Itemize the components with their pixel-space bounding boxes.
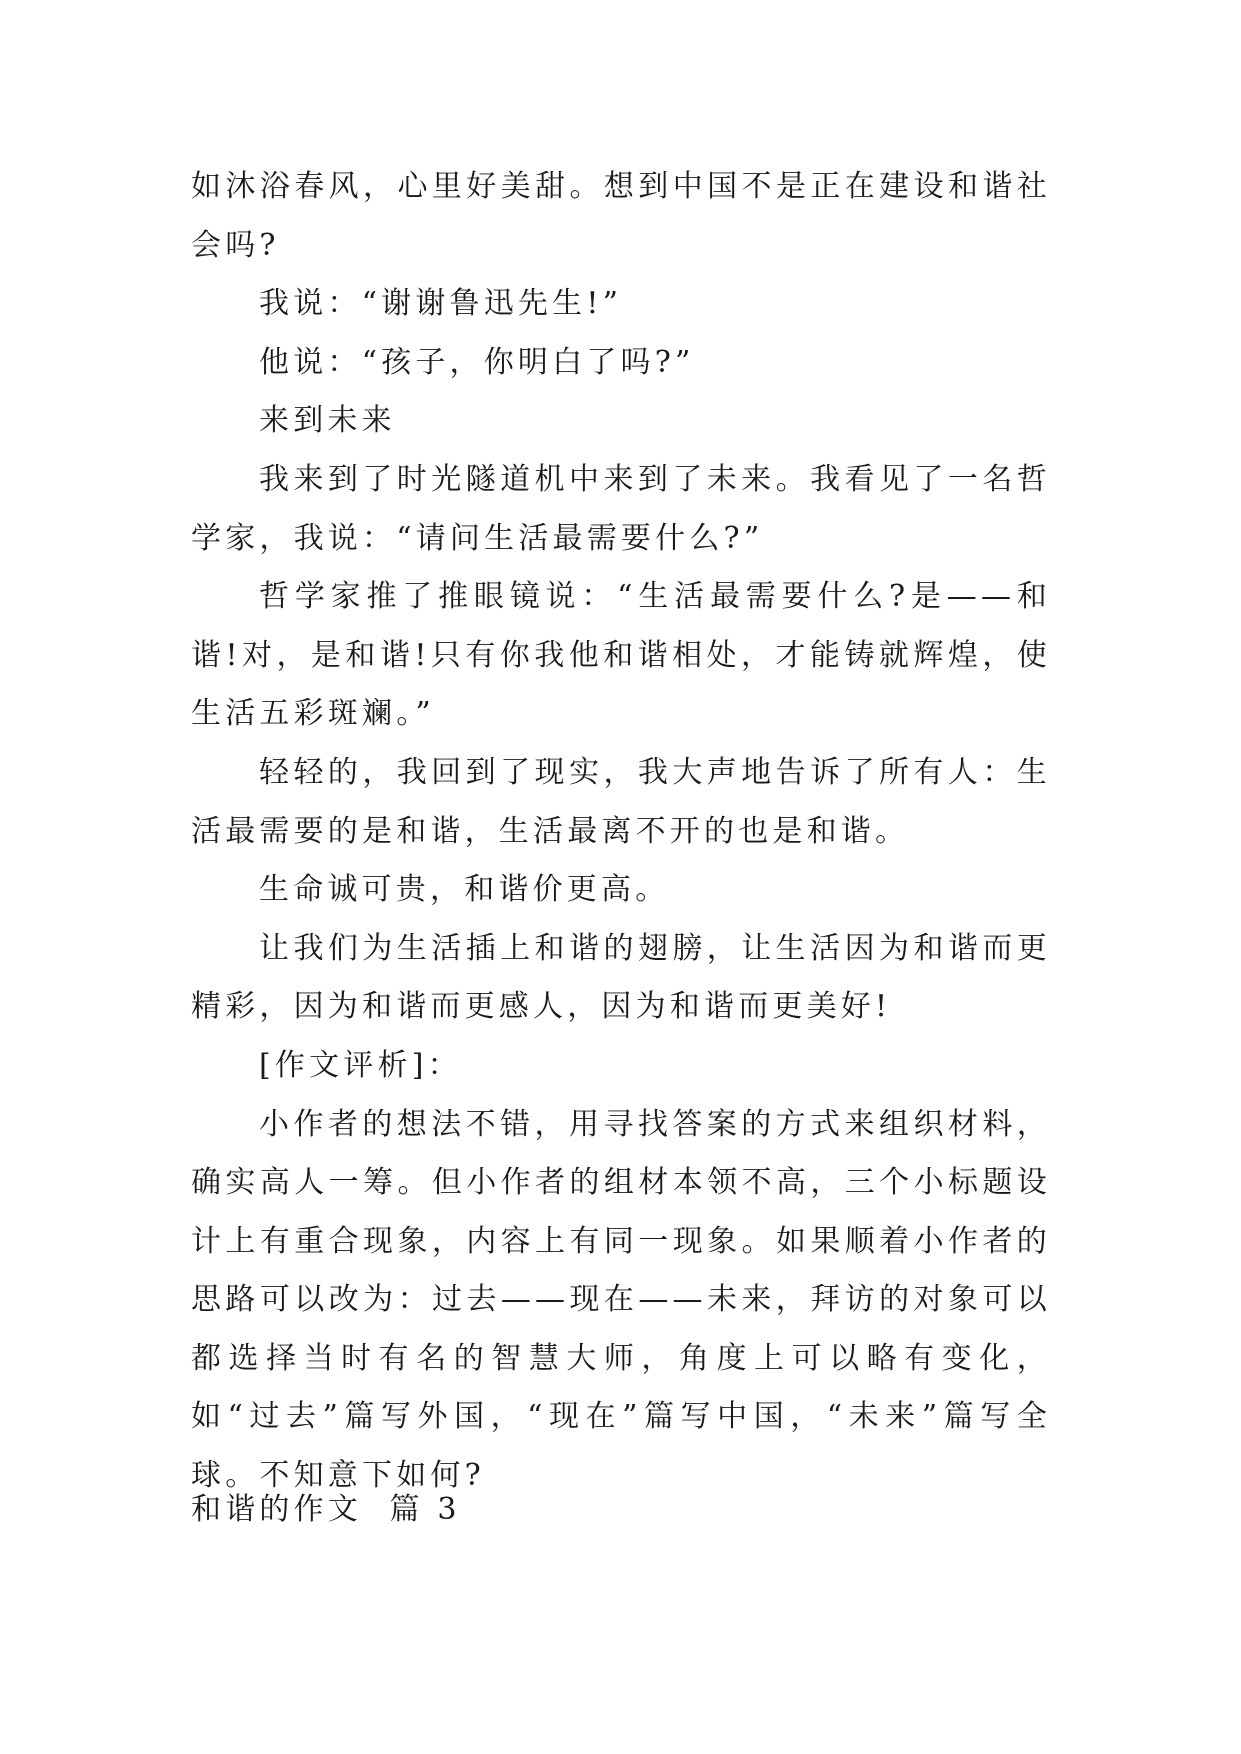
paragraph-5: 我来到了时光隧道机中来到了未来。我看见了一名哲学家，我说：“请问生活最需要什么?” <box>191 461 1051 556</box>
section-title: 和谐的作文 篇 3 <box>191 1492 461 1527</box>
paragraph-3: 他说：“孩子，你明白了吗?” <box>259 344 695 380</box>
paragraph-2: 我说：“谢谢鲁迅先生!” <box>259 286 623 322</box>
paragraph-6: 哲学家推了推眼镜说：“生活最需要什么?是——和谐!对，是和谐!只有你我他和谐相处，才能铸就辉煌，使生活五彩斑斓。” <box>191 579 1051 732</box>
essay-body <box>191 158 1051 1506</box>
paragraph-1: 如沐浴春风，心里好美甜。想到中国不是正在建设和谐社会吗? <box>191 169 1051 263</box>
commentary-heading: [作文评析]： <box>259 1047 462 1083</box>
paragraph-8: 生命诚可贵，和谐价更高。 <box>259 872 670 908</box>
commentary-body: 小作者的想法不错，用寻找答案的方式来组织材料，确实高人一筹。但小作者的组材本领不高，三个小标题设计上有重合现象，内容上有同一现象。如果顺着小作者的思路可以改为：过去——现在——未来，拜访的对象可以都选择当时有名的智慧大师，角度上可以略有变化，如“过去”篇写外国，“现在”篇写中国，“未来”篇写全球。不知意下如何? <box>191 1106 1051 1494</box>
subheading-future: 来到未来 <box>259 403 396 439</box>
paragraph-7: 轻轻的，我回到了现实，我大声地告诉了所有人：生活最需要的是和谐，生活最离不开的也是和谐。 <box>191 754 1051 849</box>
paragraph-9: 让我们为生活插上和谐的翅膀，让生活因为和谐而更精彩，因为和谐而更感人，因为和谐而更美好! <box>191 930 1051 1025</box>
